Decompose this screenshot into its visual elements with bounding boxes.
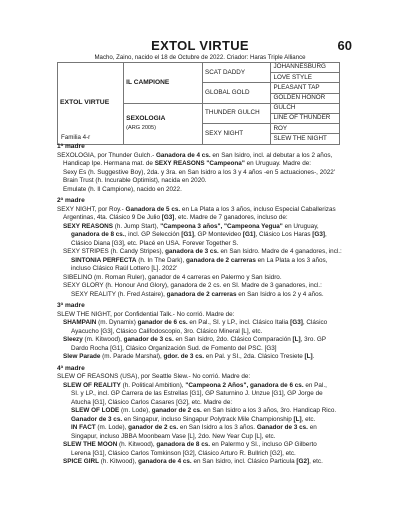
text-line: Clásico Diana [G3], etc. Placé en USA. Forever Together S. (71, 239, 239, 247)
text-line: ganadora de 8 cs., incl. GP Selección [G1], GP Montevideo [G1], Clásico Los Haras [G3], (71, 231, 327, 238)
text-line: SEXY GLORY (h. Honour And Glory), ganadora de 2 cs. en SI. Madre de 3 ganadores, incl.: (63, 282, 322, 289)
pedigree-dam-note: (ARG 2005) (126, 124, 157, 131)
pedigree-g2: THUNDER GULCH (203, 103, 271, 123)
section-title: 3ª madre (57, 302, 85, 309)
section-title: 2ª madre (57, 197, 85, 204)
pedigree-horse (58, 63, 124, 145)
section-title: 1ª madre (57, 143, 85, 150)
text-line: incluso Clásico Raúl Lottero [L]. 2022' (71, 265, 178, 272)
text-line: Brain Trust (h. Incurable Optimist), nacida en 2020. (63, 177, 207, 184)
text-line: Singapur, incluso JBBA Moonbeam Vase [L], 2do. New Year Cup [L], etc. (71, 432, 276, 440)
text-line: SEXY STRIPES (h. Candy Stripes), ganadora de 3 cs. en San Isidro. Madre de 4 ganadores, incl.: (63, 248, 342, 255)
text-line: SINTONIA PERFECTA (h. In The Dark), ganadora de 2 carreras en La Plata a los 3 años, (71, 256, 328, 264)
text-line: SLEW THE MOON (h. Kitwood), ganadora de 8 cs. en Palermo y SI., incluso GP Gilberto (63, 441, 317, 448)
pedigree-sire: IL CAMPIONE (124, 63, 203, 104)
pedigree-g2: SCAT DADDY (203, 63, 271, 83)
family-label: Familia 4-r (61, 134, 91, 142)
pedigree-g3: GULCH (271, 103, 340, 113)
text-line: Sleezy (m. Kitwood), ganador de 3 cs. en San Isidro, 2do. Clásico Comparación [L], 3ro. GP (63, 336, 327, 343)
text-line: Sexy Es (h. Suggestive Boy), 2da. y 3ra. en San Isidro a los 3 y 4 años -en 5 actuaciones-, 2022' (63, 168, 336, 176)
pedigree-g3: LOVE STYLE (271, 73, 340, 83)
pedigree-g3: SLEW THE NIGHT (271, 134, 340, 144)
text-line: SLEW OF LODE (m. Lode), ganador de 2 cs. en San Isidro a los 3 años, 3ro. Handicap Rico. (71, 407, 337, 414)
text-line: Emulate (h. Il Campione), nacido en 2022. (63, 185, 182, 193)
pedigree-dam (124, 103, 203, 144)
pedigree-table (57, 62, 340, 145)
text-line: SLEW OF REASONS (USA), por Seattle Slew.- No corrió. Madre de: (57, 373, 251, 380)
pedigree-g3: JOHANNESBURG (271, 63, 340, 73)
text-line: SEXY REALITY (h. Fred Astaire), ganadora de 2 carreras en San Isidro a los 2 y 4 años. (71, 290, 324, 298)
text-line: SIBELINO (m. Roman Ruler), ganador de 4 carreras en Palermo y San Isidro. (63, 273, 282, 281)
pedigree-g3: PLEASANT TAP (271, 83, 340, 93)
section-title: 4ª madre (57, 364, 85, 372)
produce-record (57, 140, 357, 467)
text-line: Handicap Ipe. Hermana mat. de SEXY REASONS "Campeona" en Uruguay. Madre de: (63, 160, 312, 167)
text-line: Ganador de 3 cs. en Singapur, incluso Singapur Polytrack Mile Championship [L], etc. (71, 415, 316, 423)
text-line: SLEW THE NIGHT, por Confidential Talk.- No corrió. Madre de: (57, 310, 235, 318)
text-line: Argentinas, 4ta. Clásico 9 De Julio [G3], etc. Madre de 7 ganadores, incluso de: (63, 214, 288, 221)
pedigree-g2: GLOBAL GOLD (203, 83, 271, 103)
pedigree-g3: LINE OF THUNDER (271, 113, 340, 123)
text-line: Slew Parade (m. Parade Marshal), gdor. de 3 cs. en Pal. y SI., 2da. Clásico Tresiete [L]. (63, 353, 315, 360)
pedigree-dam-name: SEXOLOGIA (126, 115, 166, 123)
horse-title: EXTOL VIRTUE (151, 38, 249, 53)
text-line: Lerena [G1], Clásico Carlos Tomkinson [G2], Clásico Arturo R. Bullrich [G2], etc. (71, 449, 296, 457)
horse-subtitle: Macho, Zaino, nacido el 18 de Octubre de 2022. Criador: Haras Triple Alliance (94, 54, 306, 61)
pedigree-g2: SEXY NIGHT (203, 124, 271, 144)
text-line: IN FACT (m. Lode), ganador de 2 cs. en San Isidro a los 3 años. Ganador de 3 cs. en (71, 424, 317, 431)
text-line: SI. y LP., incl. GP Carrera de las Estrellas [G1], GP Saturnino J. Unzue [G1], GP Jorge de (71, 390, 323, 397)
pedigree-g3: GOLDEN HONOR (271, 93, 340, 103)
pedigree-g3: ROY (271, 124, 340, 134)
text-line: SEXY NIGHT, por Roy.- Ganadora de 5 cs. en La Plata a los 3 años, incluso Especial Caballerizas (57, 205, 336, 213)
text-line: Ayacucho [G3], Clásico Califodoscopio, 3ro. Clásico Mineral [L], etc. (71, 327, 263, 335)
text-line: SEXY REASONS (h. Jump Start), "Campeona 3 años", "Campeona Yegua" en Uruguay, (63, 222, 319, 230)
text-line: Atucha [G1], Clásico Carlos Casares [G2], etc. Madre de: (71, 398, 233, 406)
text-line: Dardo Rocha [G1], Clásico Organización Sud. de Fomento del PSC. [G3] (71, 344, 277, 352)
lot-number: 60 (337, 38, 352, 53)
pedigree-horse-name: EXTOL VIRTUE (60, 99, 110, 107)
text-line: SEXOLOGIA, por Thunder Gulch.- Ganadora de 4 cs. en San Isidro, incl. al debutar a los 2 años, (57, 151, 333, 159)
text-line: SLEW OF REALITY (h. Political Ambition), "Campeona 2 Años", ganadora de 6 cs. en Pal., (63, 381, 327, 389)
text-line: SHAMPAIN (m. Dynamix) ganador de 6 cs. en Pal., SI. y LP., incl. Clásico Italia [G3], Clásico (63, 319, 328, 326)
text-line: SPICE GIRL (h. Kitwood), ganadora de 4 cs. en San Isidro, incl. Clásico Particula [G2], etc. (63, 458, 323, 465)
